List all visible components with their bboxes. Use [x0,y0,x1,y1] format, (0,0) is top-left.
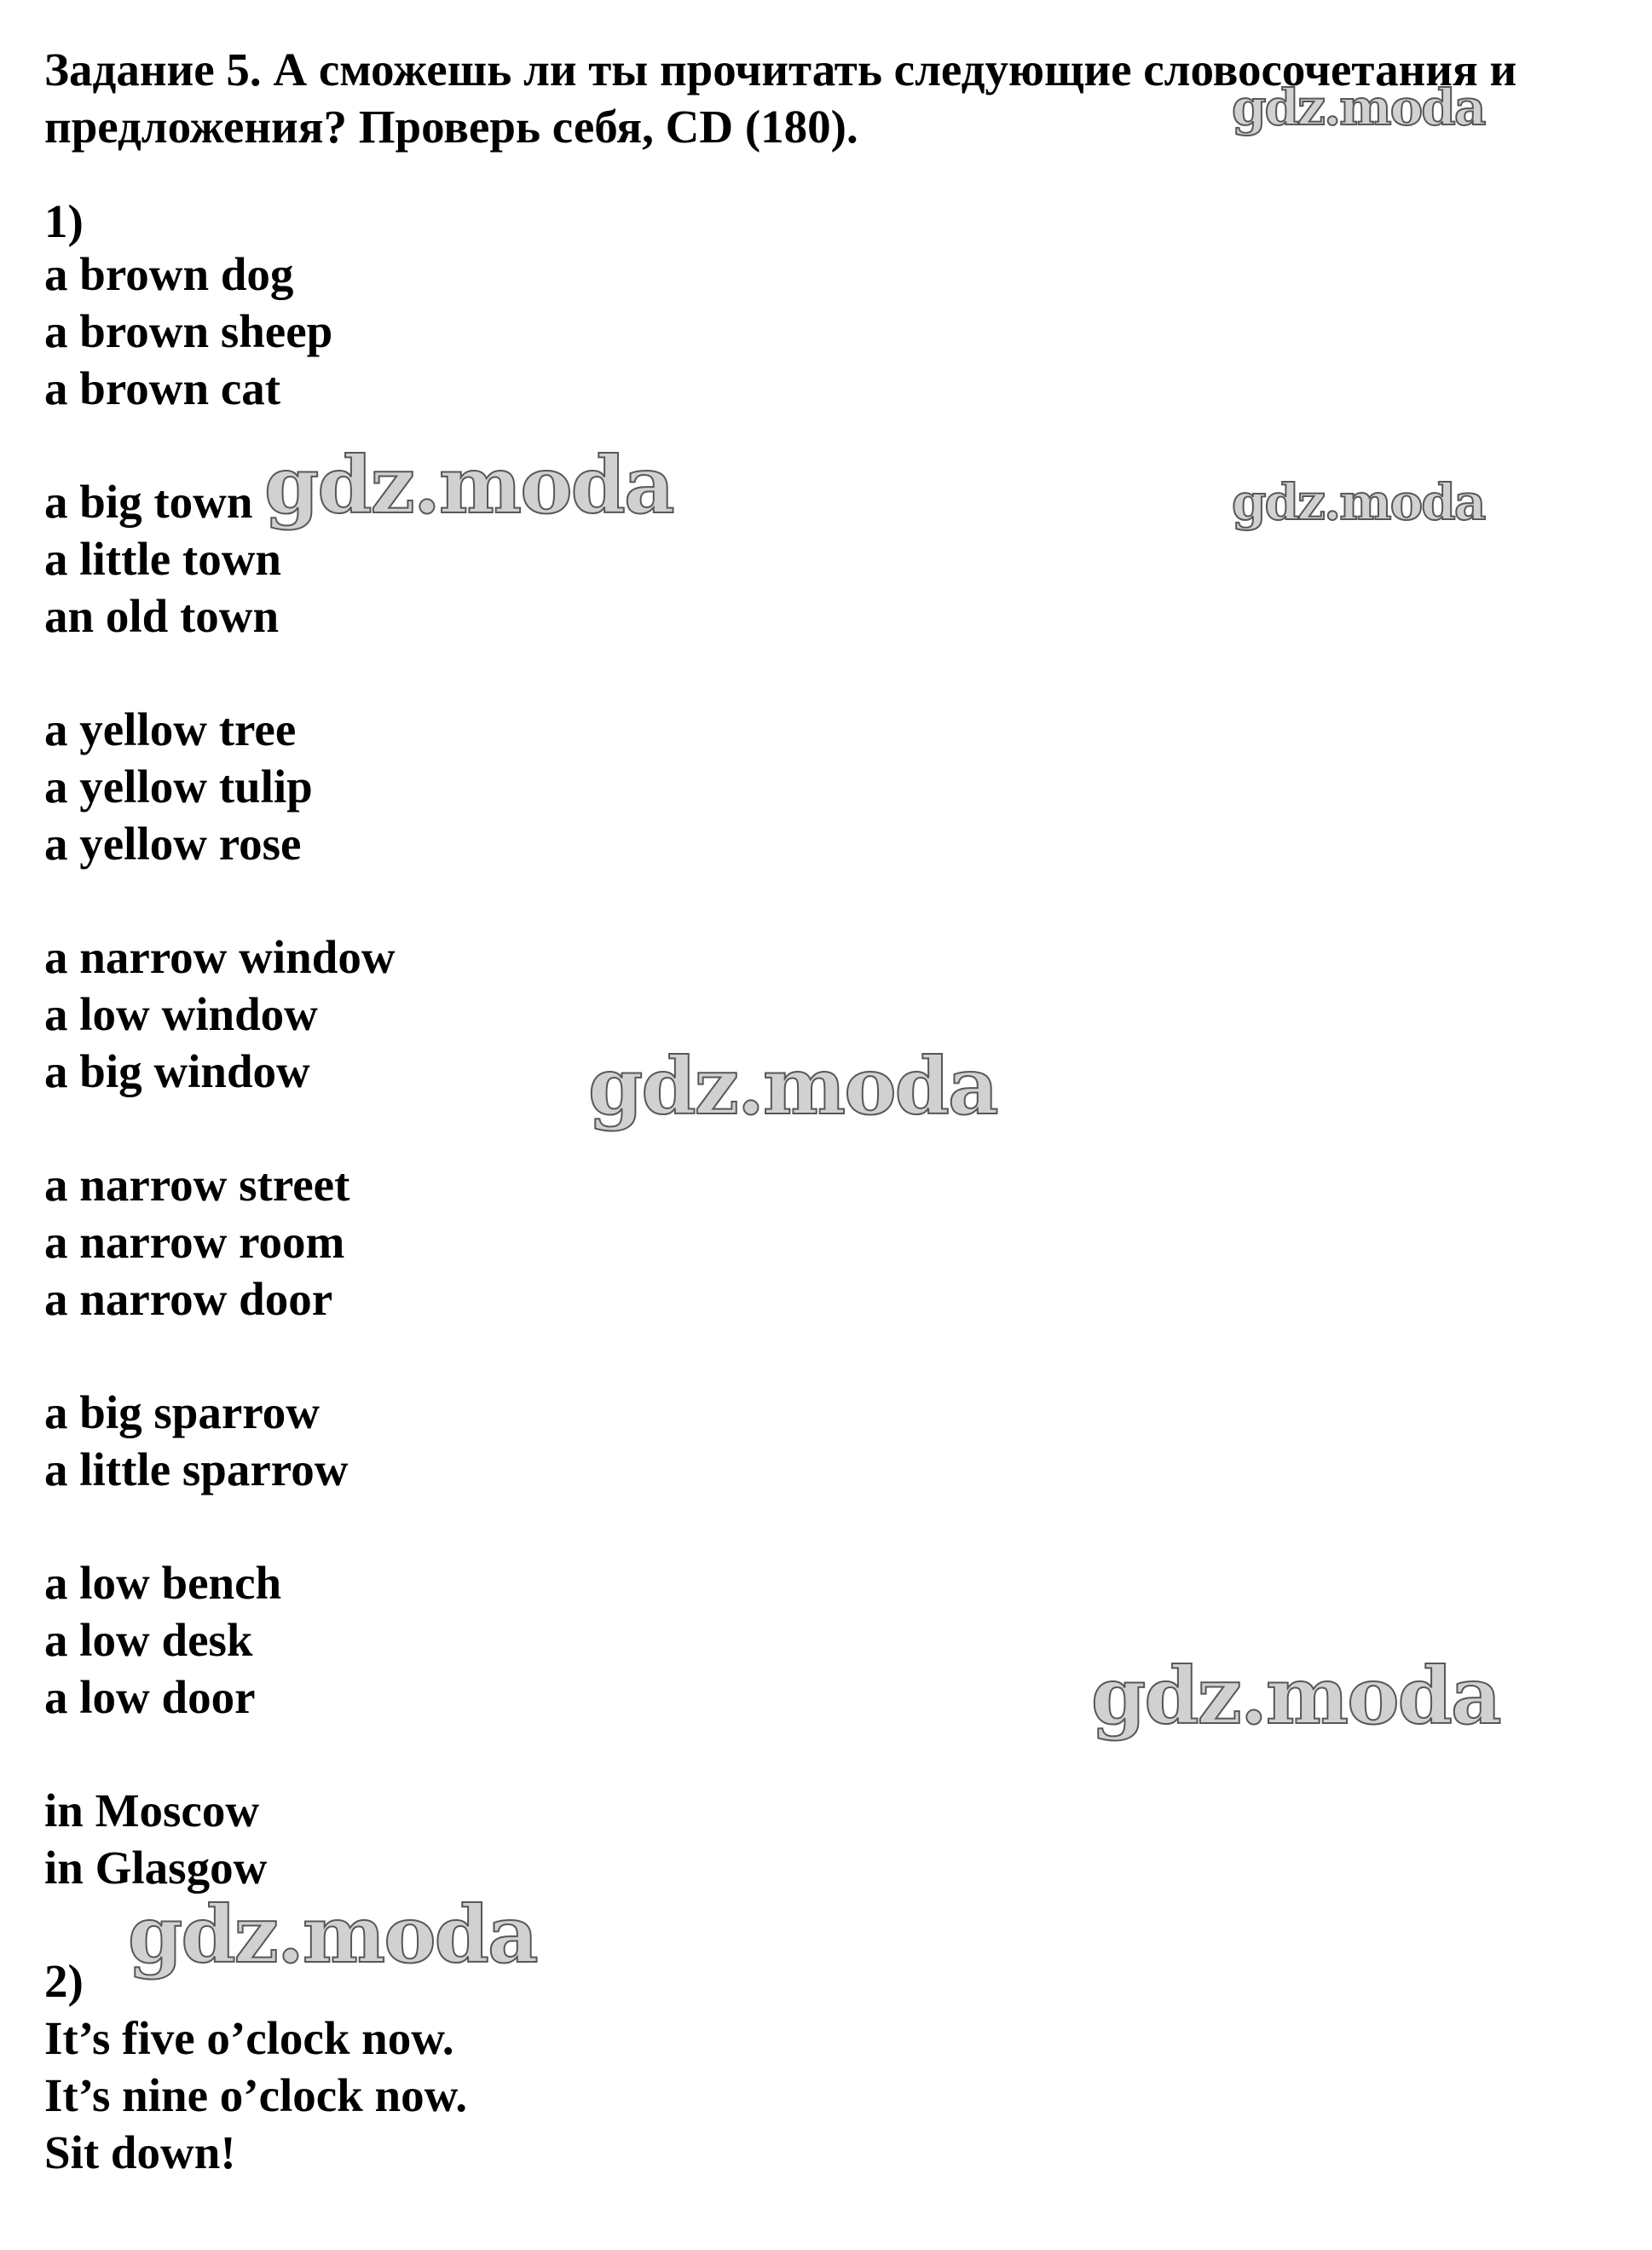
phrase-line: a little town [44,533,282,585]
phrase-line: a yellow rose [44,818,302,870]
sentence-group [44,2010,467,2181]
phrase-group-brown [44,246,332,417]
phrase-group-narrow [44,1156,349,1327]
phrase-line: a narrow window [44,931,396,983]
watermark: gdz.moda [1091,1650,1500,1742]
watermark: gdz.moda [1232,473,1485,531]
phrase-line: a brown dog [44,248,294,300]
phrase-line: in Glasgow [44,1842,268,1894]
sentence-line: It’s five o’clock now. [44,2012,454,2064]
phrase-line: a yellow tree [44,703,297,755]
section-1-label: 1) [44,195,84,247]
phrase-group-window [44,928,396,1100]
watermark: gdz.moda [1232,78,1485,136]
phrase-line: a narrow street [44,1159,350,1211]
phrase-line: a low bench [44,1557,282,1609]
watermark: gdz.moda [128,1888,537,1981]
phrase-group-low [44,1554,281,1726]
phrase-line: a low door [44,1671,256,1723]
phrase-line: a big town [44,476,253,528]
phrase-group-sparrow [44,1384,348,1498]
phrase-line: in Moscow [44,1784,260,1836]
phrase-line: a narrow door [44,1273,333,1325]
phrase-line: a narrow room [44,1216,345,1268]
watermark: gdz.moda [264,439,673,531]
phrase-line: an old town [44,590,280,642]
phrase-line: a big sparrow [44,1386,320,1438]
watermark: gdz.moda [588,1040,997,1132]
task-heading-line-2: предложения? Проверь себя, CD (180). [44,101,858,153]
phrase-group-town [44,473,281,645]
phrase-group-yellow [44,701,313,872]
section-2-label: 2) [44,1955,84,2007]
phrase-line: a big window [44,1045,310,1097]
task-heading-line-1: Задание 5. А сможешь ли ты прочитать следующие словосочетания и [44,43,1517,95]
phrase-line: a low desk [44,1614,253,1666]
phrase-line: a little sparrow [44,1443,349,1495]
sentence-line: It’s nine o’clock now. [44,2069,468,2121]
phrase-line: a yellow tulip [44,761,313,813]
phrase-line: a brown cat [44,362,281,414]
phrase-group-cities [44,1782,267,1896]
phrase-line: a brown sheep [44,305,333,357]
sentence-line: Sit down! [44,2126,236,2178]
phrase-line: a low window [44,988,318,1040]
